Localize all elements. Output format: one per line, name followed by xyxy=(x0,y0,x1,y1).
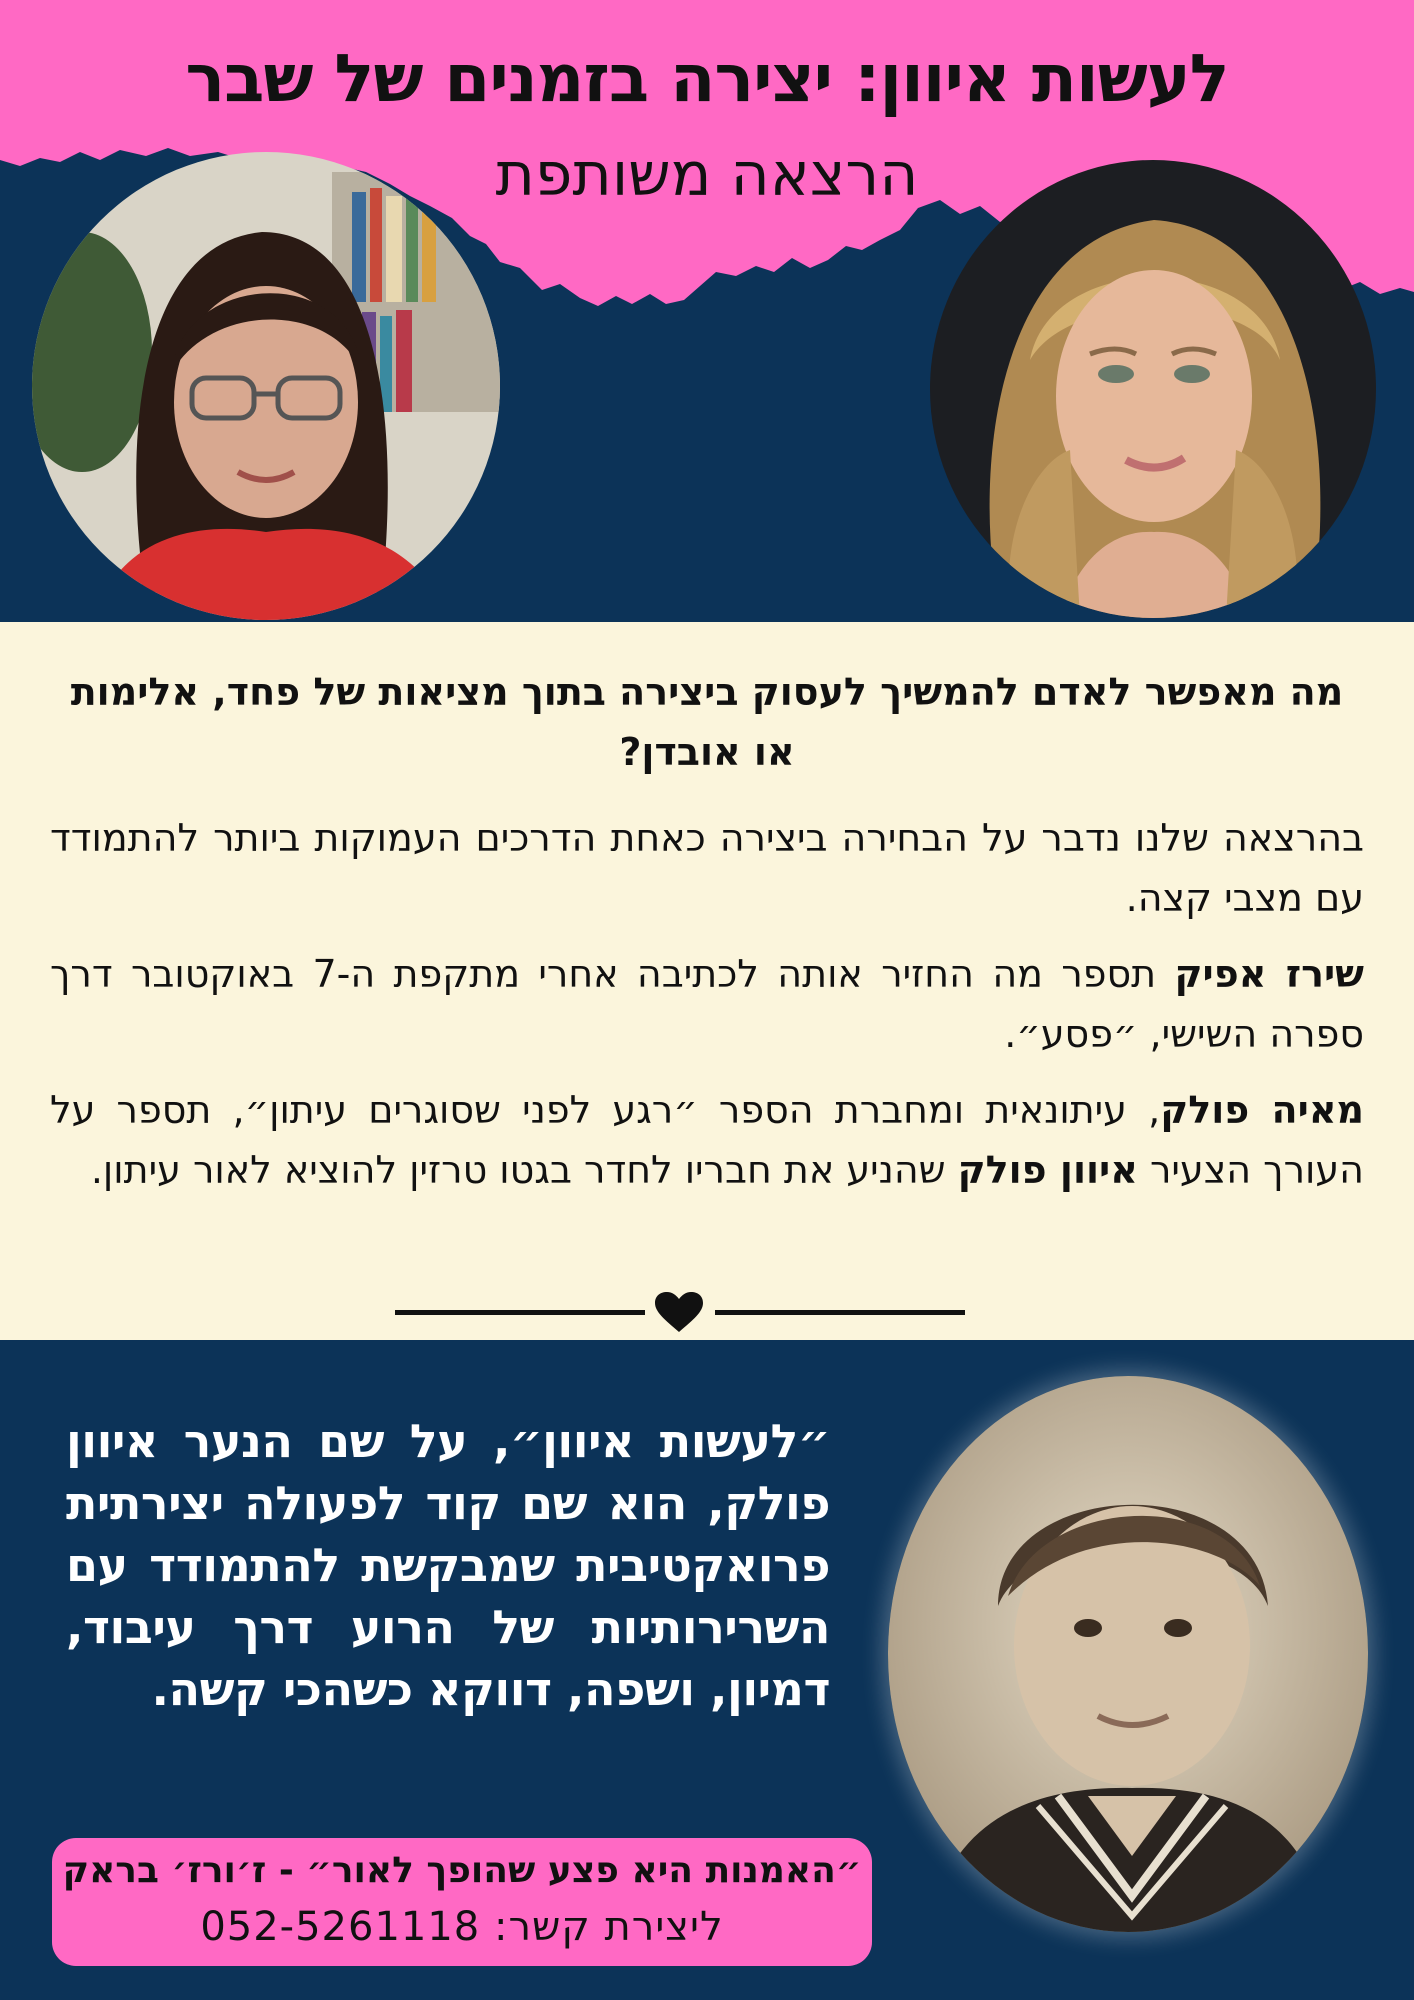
speaker-maya-paragraph xyxy=(50,1080,1364,1200)
page-title: לעשות איוון: יצירה בזמנים של שבר xyxy=(185,40,1229,117)
heart-divider xyxy=(395,1292,965,1332)
woman-glasses-photo xyxy=(32,152,500,620)
intro-paragraph: בהרצאה שלנו נדבר על הבחירה ביצירה כאחת הדרכים העמוקות ביותר להתמודד עם מצבי קצה. xyxy=(50,816,1364,920)
ivan-explanation: ״לעשות איוון״, על שם הנער איוון פולק, הוא שם קוד לפעולה יצירתית פרואקטיבית שמבקשת להתמודד עם השרירותיות של הרוע דרך עיבוד, דמיון, ושפה, דווקא כשהכי קשה. xyxy=(66,1414,830,1716)
divider-line-left xyxy=(395,1310,645,1315)
subject-name-ivan: איוון פולק xyxy=(957,1148,1138,1192)
braque-quote: ״האמנות היא פצע שהופך לאור״ - ז׳ורז׳ בראק xyxy=(62,1850,862,1891)
vintage-boy-photo xyxy=(888,1376,1368,1932)
page-subtitle: הרצאה משותפת xyxy=(495,140,919,210)
portrait-left xyxy=(32,152,500,620)
speaker-name-maya: מאיה פולק xyxy=(1160,1088,1364,1132)
heart-icon xyxy=(655,1292,703,1332)
description-panel xyxy=(0,622,1414,1340)
contact-phone[interactable]: ליצירת קשר: 052-5261118 xyxy=(200,1904,724,1950)
woman-blonde-photo xyxy=(930,160,1376,618)
speaker-shiraz-text: תספר מה החזיר אותה לכתיבה אחרי מתקפת ה-7 באוקטובר דרך ספרה השישי, ״פסע״. xyxy=(50,952,1364,1056)
speaker-maya-text-a: , עיתונאית ומחברת הספר ״רגע לפני שסוגרים עיתון״, תספר על העורך הצעיר xyxy=(50,1088,1364,1192)
lead-question: מה מאפשר לאדם להמשיך לעסוק ביצירה בתוך מציאות של פחד, אלימות או אובדן? xyxy=(70,670,1344,774)
hero-section xyxy=(0,0,1414,622)
boy-portrait xyxy=(888,1376,1368,1932)
divider-line-right xyxy=(715,1310,965,1315)
contact-box xyxy=(52,1838,872,1966)
speaker-name-shiraz: שירז אפיק xyxy=(1174,952,1364,996)
bottom-section xyxy=(0,1340,1414,2000)
speaker-shiraz-paragraph xyxy=(50,944,1364,1064)
speaker-maya-text-b: שהניע את חבריו לחדר בגטו טרזין להוציא לאור עיתון. xyxy=(90,1148,958,1192)
portrait-right xyxy=(930,160,1376,618)
